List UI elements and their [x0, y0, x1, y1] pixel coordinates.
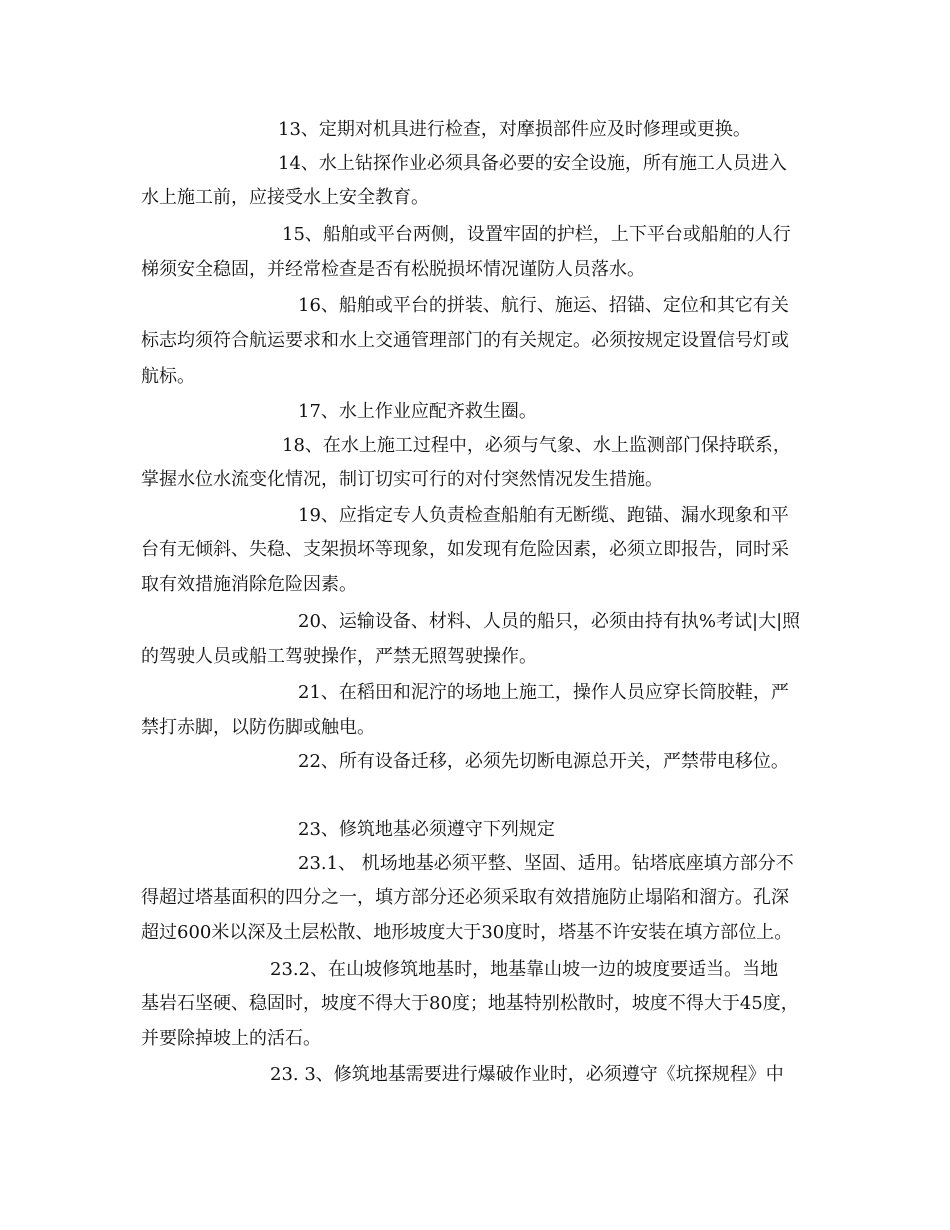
- text-line: 得超过塔基面积的四分之一，填方部分还必须采取有效措施防止塌陷和溜方。孔深: [141, 887, 789, 908]
- text-line: 23. 3、修筑地基需要进行爆破作业时，必须遵守《坑探规程》中: [270, 1064, 784, 1085]
- text-line: 并要除掉坡上的活石。: [141, 1028, 321, 1049]
- text-line: 梯须安全稳固，并经常检查是否有松脱损坏情况谨防人员落水。: [141, 259, 645, 280]
- text-line: 标志均须符合航运要求和水上交通管理部门的有关规定。必须按规定设置信号灯或: [141, 330, 789, 351]
- text-line: 水上施工前，应接受水上安全教育。: [141, 187, 429, 208]
- text-line: 23.2、在山坡修筑地基时，地基靠山坡一边的坡度要适当。当地: [270, 959, 779, 980]
- text-line: 掌握水位水流变化情况，制订切实可行的对付突然情况发生措施。: [141, 469, 663, 490]
- text-line: 14、水上钻探作业必须具备必要的安全设施，所有施工人员进入: [278, 153, 787, 174]
- text-line: 23.1、 机场地基必须平整、坚固、适用。钻塔底座填方部分不: [298, 853, 794, 874]
- text-line: 基岩石坚硬、稳固时，坡度不得大于80度；地基特别松散时，坡度不得大于45度，: [141, 993, 799, 1014]
- text-line: 航标。: [141, 366, 195, 387]
- text-line: 22、所有设备迁移，必须先切断电源总开关，严禁带电移位。: [298, 751, 789, 772]
- text-line: 禁打赤脚，以防伤脚或触电。: [141, 717, 375, 738]
- text-line: 取有效措施消除危险因素。: [141, 574, 357, 595]
- text-line: 17、水上作业应配齐救生圈。: [298, 401, 537, 422]
- text-line: 超过600米以深及土层松散、地形坡度大于30度时，塔基不许安装在填方部位上。: [141, 922, 793, 943]
- text-line: 15、船舶或平台两侧，设置牢固的护栏，上下平台或船舶的人行: [282, 224, 791, 245]
- text-line: 19、应指定专人负责检查船舶有无断缆、跑锚、漏水现象和平: [298, 505, 789, 526]
- text-line: 18、在水上施工过程中，必须与气象、水上监测部门保持联系，: [282, 435, 791, 456]
- text-line: 的驾驶人员或船工驾驶操作，严禁无照驾驶操作。: [141, 646, 537, 667]
- text-line: 20、运输设备、材料、人员的船只，必须由持有执%考试|大|照: [298, 611, 801, 632]
- text-line: 13、定期对机具进行检查，对摩损部件应及时修理或更换。: [278, 119, 751, 140]
- text-line: 16、船舶或平台的拼装、航行、施运、招锚、定位和其它有关: [298, 295, 789, 316]
- section-heading: 23、修筑地基必须遵守下列规定: [298, 819, 555, 840]
- text-line: 台有无倾斜、失稳、支架损坏等现象，如发现有危险因素，必须立即报告，同时采: [141, 539, 789, 560]
- text-line: 21、在稻田和泥泞的场地上施工，操作人员应穿长筒胶鞋，严: [298, 682, 789, 703]
